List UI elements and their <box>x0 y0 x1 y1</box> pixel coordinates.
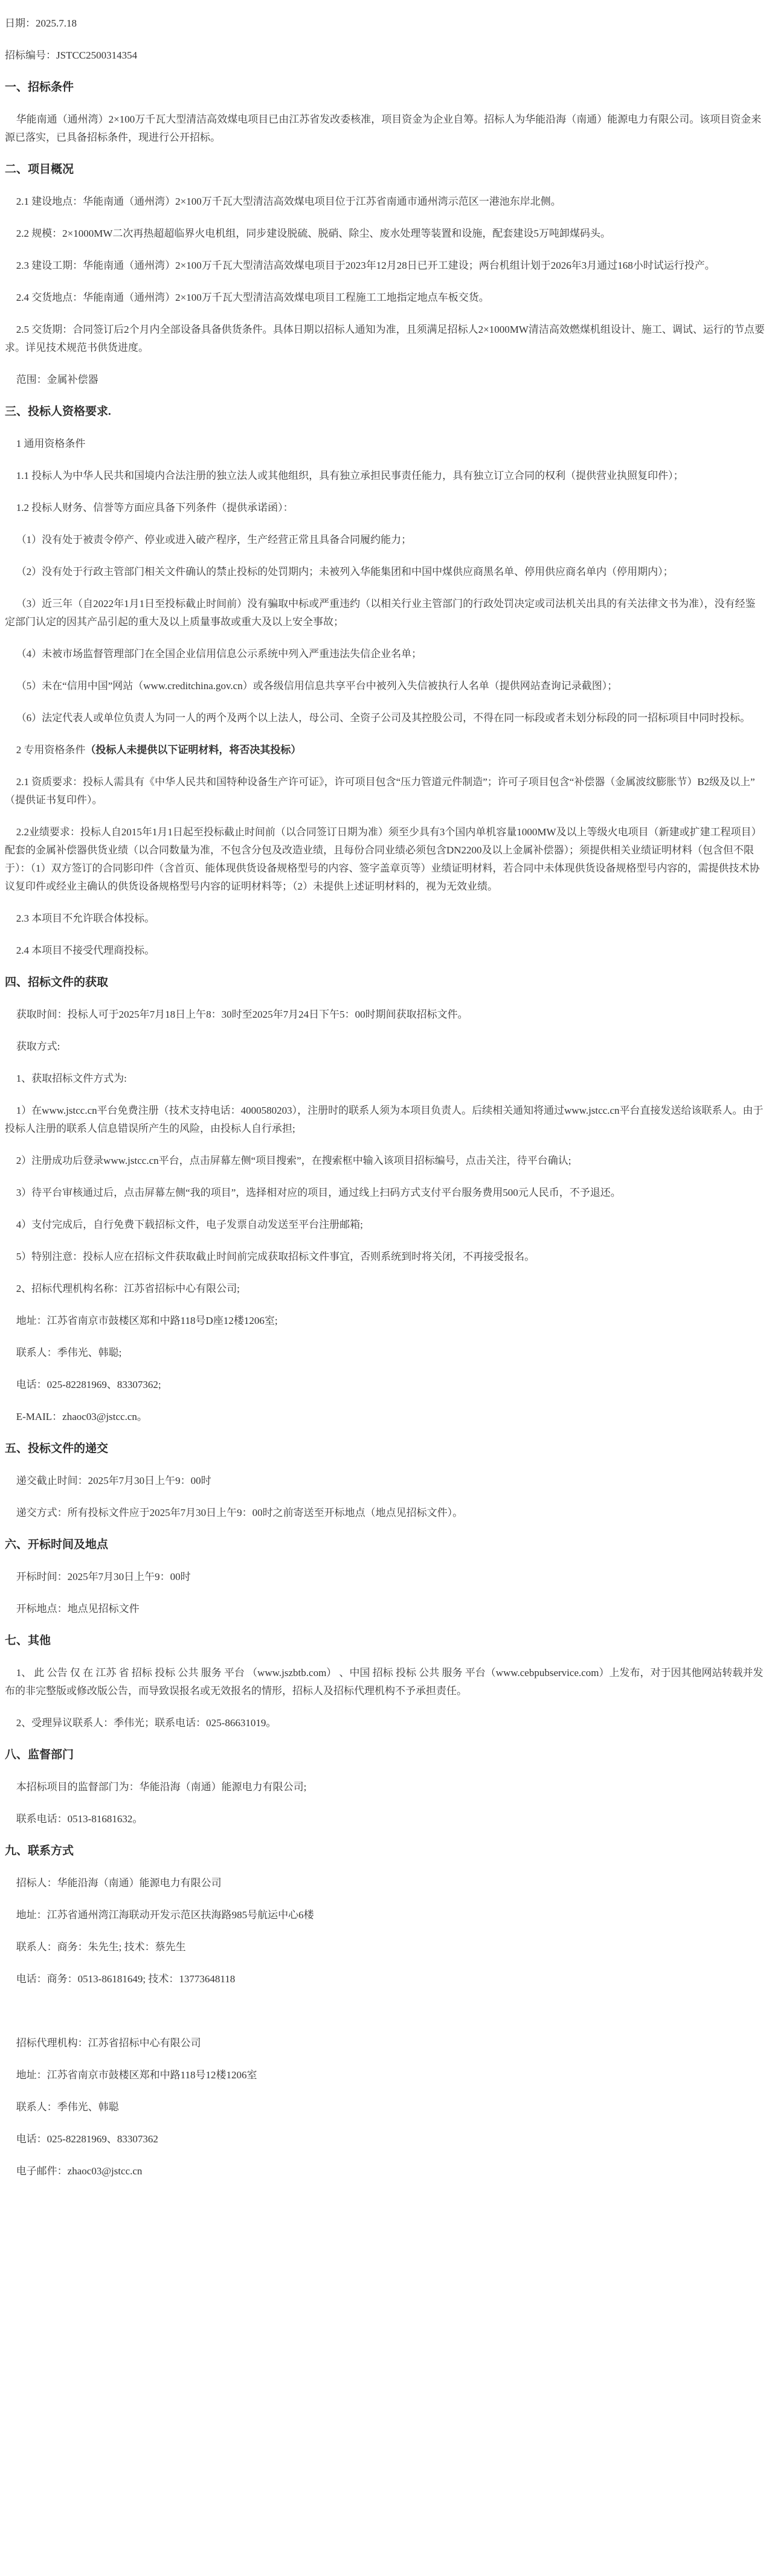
paragraph: 获取时间：投标人可于2025年7月18日上午8：30时至2025年7月24日下午5：00时期间获取招标文件。 <box>16 1009 468 1020</box>
paragraph: 2.3 本项目不允许联合体投标。 <box>16 913 155 924</box>
paragraph: 2.4 本项目不接受代理商投标。 <box>16 945 155 956</box>
paragraph: （6）法定代表人或单位负责人为同一人的两个及两个以上法人，母公司、全资子公司及其控股公司，不得在同一标段或者未划分标段的同一招标项目中同时投标。 <box>16 712 751 724</box>
section-heading: 八、监督部门 <box>5 1749 74 1761</box>
paragraph: （1）没有处于被责令停产、停业或进入破产程序，生产经营正常且具备合同履约能力； <box>16 534 412 545</box>
paragraph: 递交方式：所有投标文件应于2025年7月30日上午9：00时之前寄送至开标地点（地点见招标文件）。 <box>16 1507 463 1518</box>
paragraph: 1、 此 公告 仅 在 江苏 省 招标 投标 公共 服务 平台 （www.jszbtb.com） 、中国 招标 投标 公共 服务 平台（www.cebpubservice.com）上发布，对于因其他网站转载并发布的非完整版或修改版公告，而导致误报名或无效报名的情形，招标人及招标代理机构不予承担责任。 <box>5 1667 764 1697</box>
section-heading: 四、招标文件的获取 <box>5 976 109 989</box>
paragraph: 联系人：季伟光、韩聪 <box>16 2101 119 2113</box>
paragraph: 2.2 规模：2×1000MW二次再热超超临界火电机组，同步建设脱硫、脱硝、除尘、废水处理等装置和设施，配套建设5万吨卸煤码头。 <box>16 228 611 239</box>
paragraph: 5）特别注意：投标人应在招标文件获取截止时间前完成获取招标文件事宜，否则系统到时将关闭，不再接受报名。 <box>16 1251 535 1262</box>
section-heading: 九、联系方式 <box>5 1845 74 1857</box>
paragraph: 本招标项目的监督部门为：华能沿海（南通）能源电力有限公司; <box>16 1781 307 1793</box>
paragraph: 联系电话：0513-81681632。 <box>16 1813 143 1825</box>
paragraph: 地址：江苏省通州湾江海联动开发示范区扶海路985号航运中心6楼 <box>16 1909 314 1921</box>
paragraph: 1.2 投标人财务、信誉等方面应具备下列条件（提供承诺函）： <box>16 502 294 513</box>
paragraph: 1）在www.jstcc.cn平台免费注册（技术支持电话：4000580203），注册时的联系人须为本项目负责人。后续相关通知将通过www.jstcc.cn平台直接发送给该联系人。由于投标人注册的联系人信息错误所产生的风险，由投标人自行承担; <box>5 1105 764 1134</box>
spacer <box>5 2002 765 2034</box>
paragraph: 开标时间：2025年7月30日上午9：00时 <box>16 1571 191 1582</box>
paragraph: 2.1 资质要求：投标人需具有《中华人民共和国特种设备生产许可证》，许可项目包含“压力管道元件制造”；许可子项目包含“补偿器（金属波纹膨胀节）B2级及以上”（提供证书复印件）。 <box>5 776 755 806</box>
paragraph: 联系人：季伟光、韩聪; <box>16 1347 122 1358</box>
paragraph: 2.5 交货期：合同签订后2个月内全部设备具备供货条件。具体日期以招标人通知为准，且须满足招标人2×1000MW清洁高效燃煤机组设计、施工、调试、运行的节点要求。详见技术规范书供货进度。 <box>5 324 765 353</box>
paragraph: 电话：商务：0513-86181649; 技术：13773648118 <box>16 1973 236 1985</box>
section-heading: 二、项目概况 <box>5 163 74 176</box>
paragraph: 1 通用资格条件 <box>16 438 86 449</box>
paragraph: （4）未被市场监督管理部门在全国企业信用信息公示系统中列入严重违法失信企业名单； <box>16 648 422 660</box>
paragraph: 电话：025-82281969、83307362; <box>16 1379 161 1390</box>
paragraph: 联系人：商务：朱先生; 技术：蔡先生 <box>16 1941 186 1953</box>
paragraph: 电话：025-82281969、83307362 <box>16 2133 158 2145</box>
paragraph: 2、受理异议联系人：季伟光；联系电话：025-86631019。 <box>16 1717 277 1729</box>
meta-line: 日期：2025.7.18 <box>5 18 77 29</box>
paragraph: 2.1 建设地点：华能南通（通州湾）2×100万千瓦大型清洁高效煤电项目位于江苏省南通市通州湾示范区一港池东岸北侧。 <box>16 196 561 207</box>
paragraph: 地址：江苏省南京市鼓楼区郑和中路118号D座12楼1206室; <box>16 1315 278 1326</box>
section-heading: 三、投标人资格要求. <box>5 405 111 418</box>
paragraph: （3）近三年（自2022年1月1日至投标截止时间前）没有骗取中标或严重违约（以相关行业主管部门的行政处罚决定或司法机关出具的有关法律文书为准），没有经鉴定部门认定的因其产品引起的重大及以上质量事故或重大及以上安全事故； <box>5 598 756 628</box>
paragraph: 范围：金属补偿器 <box>16 374 98 385</box>
paragraph: 2）注册成功后登录www.jstcc.cn平台，点击屏幕左侧“项目搜索”，在搜索框中输入该项目招标编号，点击关注，待平台确认; <box>16 1155 571 1166</box>
paragraph-bold-text: （投标人未提供以下证明材料，将否决其投标） <box>85 744 301 756</box>
paragraph: 3）待平台审核通过后，点击屏幕左侧“我的项目”，选择相对应的项目，通过线上扫码方式支付平台服务费用500元人民币，不予退还。 <box>16 1187 621 1198</box>
paragraph-text: 2 专用资格条件 <box>16 744 86 756</box>
paragraph: 1.1 投标人为中华人民共和国境内合法注册的独立法人或其他组织，具有独立承担民事责任能力，具有独立订立合同的权利（提供营业执照复印件）； <box>16 470 684 481</box>
paragraph: 2、招标代理机构名称：江苏省招标中心有限公司; <box>16 1283 240 1294</box>
section-heading: 六、开标时间及地点 <box>5 1538 109 1551</box>
paragraph: 电子邮件：zhaoc03@jstcc.cn <box>16 2165 143 2177</box>
section-heading: 七、其他 <box>5 1634 51 1647</box>
paragraph: 招标代理机构：江苏省招标中心有限公司 <box>16 2037 201 2049</box>
section-heading: 一、招标条件 <box>5 81 74 94</box>
paragraph: 2.4 交货地点：华能南通（通州湾）2×100万千瓦大型清洁高效煤电项目工程施工工地指定地点车板交货。 <box>16 292 489 303</box>
paragraph: （5）未在“信用中国”网站（www.creditchina.gov.cn）或各级信用信息共享平台中被列入失信被执行人名单（提供网站查询记录截图）； <box>16 680 618 692</box>
paragraph: E-MAIL：zhaoc03@jstcc.cn。 <box>16 1411 147 1422</box>
paragraph: 获取方式: <box>16 1041 60 1052</box>
paragraph: 2.3 建设工期：华能南通（通州湾）2×100万千瓦大型清洁高效煤电项目于2023年12月28日已开工建设；两台机组计划于2026年3月通过168小时试运行投产。 <box>16 260 715 271</box>
paragraph: 2.2业绩要求：投标人自2015年1月1日起至投标截止时间前（以合同签订日期为准）须至少具有3个国内单机容量1000MW及以上等级火电项目（新建或扩建工程项目）配套的金属补偿器供货业绩（以合同数量为准，不包含分包及改造业绩，且每份合同业绩必须包含DN2200及以上金属补偿器）；须提供相关业绩证明材料（包含但不限于）：（1）双方签订的合同影印件（含首页、能体现供货设备规格型号的内容、签字盖章页等）业绩证明材料，若合同中未体现供货设备规格型号内容的，需提供技术协议复印件或经业主确认的供货设备规格型号内容的证明材料等；（2）未提供上述证明材料的，视为无效业绩。 <box>5 826 762 892</box>
paragraph: （2）没有处于行政主管部门相关文件确认的禁止投标的处罚期内；未被列入华能集团和中国中煤供应商黑名单、停用供应商名单内（停用期内）； <box>16 566 674 577</box>
paragraph <box>5 741 765 759</box>
meta-line: 招标编号：JSTCC2500314354 <box>5 50 138 61</box>
section-heading: 五、投标文件的递交 <box>5 1442 109 1455</box>
paragraph: 开标地点：地点见招标文件 <box>16 1603 140 1614</box>
paragraph: 华能南通（通州湾）2×100万千瓦大型清洁高效煤电项目已由江苏省发改委核准，项目资金为企业自筹。招标人为华能沿海（南通）能源电力有限公司。该项目资金来源已落实，已具备招标条件，现进行公开招标。 <box>5 114 762 143</box>
paragraph: 招标人：华能沿海（南通）能源电力有限公司 <box>16 1877 222 1889</box>
paragraph: 4）支付完成后，自行免费下载招标文件，电子发票自动发送至平台注册邮箱; <box>16 1219 363 1230</box>
paragraph: 递交截止时间：2025年7月30日上午9：00时 <box>16 1475 211 1486</box>
paragraph: 1、获取招标文件方式为: <box>16 1073 127 1084</box>
paragraph: 地址：江苏省南京市鼓楼区郑和中路118号12楼1206室 <box>16 2069 257 2081</box>
